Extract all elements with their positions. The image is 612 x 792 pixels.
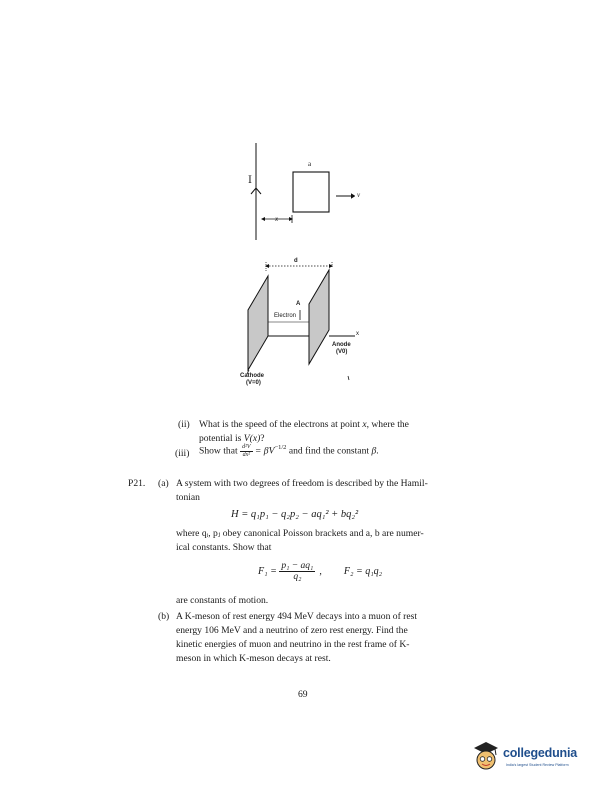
anode-label: Anode [332,342,351,348]
brand-logo [472,740,602,780]
p21-b-line4: meson in which K-meson decays at rest. [176,653,331,664]
question-iii: Show that $\frac{\text{d²V}}{\text{dx²}}$ = $\beta V^{-1/2}$ and find the constant β. [199,444,379,458]
p21-line1: A system with two degrees of freedom is described by the Hamil- [176,478,428,489]
brand-tagline: India's largest Student Review Platform [506,763,569,767]
p21-where1: where qᵢ, pⱼ obey canonical Poisson brackets and a, b are numer- [176,528,424,539]
cathode-plate [248,276,268,370]
cathode-voltage: (V=0) [246,380,261,386]
distance-label: x [275,215,279,223]
question-ii-cont: potential is V(x)? [199,433,265,444]
question-ii: What is the speed of the electrons at point x, where the [199,419,409,430]
side-label: a [308,160,312,168]
p21-line2: tonian [176,492,200,503]
part-a-label: (a) [158,478,169,489]
electron-label: Electron [274,313,297,319]
current-label: I [248,175,252,186]
point-a-label: A [296,301,301,307]
cathode-label: Cathode [240,373,264,379]
constants-equation: F₁ = $\frac{\text{p₁ − aq₁}}{\text{q₂}}$ , F₂ = q₁q₂ [258,561,383,583]
brand-name: collegedunia [503,746,578,760]
p21-where2: ical constants. Show that [176,542,272,553]
p21-constants: are constants of motion. [176,595,269,606]
p21-b-line2: energy 106 MeV and a neutrino of zero rest energy. Find the [176,625,408,636]
anode-plate [309,270,329,364]
p21-b-line1: A K-meson of rest energy 494 MeV decays into a muon of rest [176,611,418,622]
x-axis-label: x [356,331,359,337]
hamiltonian-equation: H = q₁p₁ − q₂p₂ − aq₁² + bq₂² [231,509,359,520]
square-loop [293,172,329,212]
problem-label: P21. [128,478,146,489]
velocity-label: v [357,191,361,199]
page-number: 69 [298,689,308,700]
part-b-label: (b) [158,611,170,622]
graduate-mascot-icon [472,740,500,772]
p21-b-line3: kinetic energies of muon and neutrino in the rest frame of K- [176,639,410,650]
question-iii-number: (iii) [175,448,190,459]
separation-label: d [294,258,298,264]
question-ii-number: (ii) [178,419,190,430]
anode-voltage: (V0) [336,349,348,355]
